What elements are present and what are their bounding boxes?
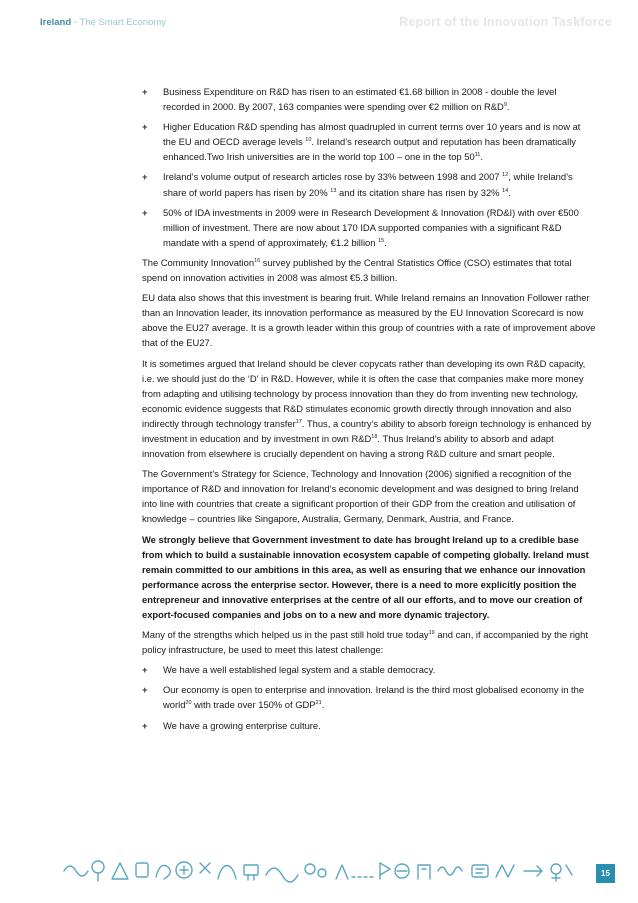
- body-paragraph: [142, 290, 596, 350]
- footnote-ref: 10: [305, 137, 312, 144]
- text-run: , while Ireland’s share of world papers has risen by 20%: [163, 171, 573, 198]
- report-title: Report of the Innovation Taskforce: [399, 15, 612, 29]
- bullet-plus-icon: +: [142, 664, 148, 676]
- bullet-plus-icon: +: [142, 86, 148, 97]
- footnote-ref: 14: [502, 187, 509, 194]
- bullet-item: [142, 682, 596, 712]
- footnote-ref: 9: [503, 101, 507, 108]
- footnote-ref: 15: [378, 237, 385, 244]
- bullet-item: [142, 718, 596, 733]
- page-number: 15: [596, 864, 615, 883]
- text-run: We have a growing enterprise culture.: [163, 719, 321, 731]
- footnote-ref: 19: [428, 629, 435, 636]
- text-run: .: [508, 186, 511, 198]
- text-run: We strongly believe that Government investment to date has brought Ireland up to a credible base from which to build a sustainable innovation ecosystem capable of competing globally. Ireland must remain committed to our ambitions in this area, as well as ensuring that we enhance our innovation performance across the enterprise sector. However, there is a need to more explicitly position the entrepreneur and innovative enterprises at the centre of all our efforts, and to move our creation of export-focused companies and jobs on to a new and more dynamic trajectory.: [142, 533, 589, 620]
- text-run: Business Expenditure on R&D has risen to an estimated €1.68 billion in 2008 - double the level recorded in 2000. By 2007, 163 companies were spending over €2 million on R&D: [163, 86, 557, 113]
- bullet-list-top: [142, 84, 596, 250]
- bullet-plus-icon: +: [142, 171, 148, 183]
- text-run: .: [321, 699, 325, 711]
- bullet-item: [142, 119, 596, 164]
- text-run: . Ireland’s research output and reputation has been dramatically enhanced.Two Irish universities are in the world top 100 – one in the top 50: [163, 136, 576, 163]
- text-run: 50% of IDA investments in 2009 were in Research Development & Innovation (RD&I) with over €500 million of investment. There are now about 170 IDA supported companies with a significant R&D mandate with a spend of approximately, €1.2 billion: [163, 206, 579, 248]
- text-run: .: [384, 236, 387, 248]
- body-paragraphs: [142, 255, 596, 657]
- text-run: . Thus, a country’s ability to absorb foreign technology is enhanced by investment in education and by investment in own R&D: [142, 417, 592, 444]
- bullet-list-bottom: [142, 662, 596, 732]
- text-run: The Government’s Strategy for Science, Technology and Innovation (2006) signified a recognition of the importance of R&D and innovation for Ireland’s economic development and was designed to bring Ireland into line with countries that create a significant proportion of their GDP from the creation and utilisation of knowledge – countries like Singapore, Australia, Germany, Denmark, Austria, and France.: [142, 468, 579, 525]
- text-run: It is sometimes argued that Ireland should be clever copycats rather than developing its own R&D capacity, i.e. we should just do the ‘D’ in R&D. However, while it is often the case that companies make more money from adapting and utilising technology by process innovation than they do from inventing new technology, economic evidence suggests that R&D stimulates economic growth directly through innovation and also indirectly through technology transfer: [142, 357, 586, 429]
- bullet-item: [142, 205, 596, 250]
- main-content: [142, 84, 596, 738]
- brand-name: Ireland: [40, 17, 72, 28]
- footnote-ref: 20: [185, 700, 192, 707]
- text-run: Many of the strengths which helped us in the past still hold true today: [142, 629, 429, 641]
- footnote-ref: 21: [315, 700, 322, 707]
- footnote-ref: 17: [295, 418, 302, 425]
- footnote-ref: 12: [502, 172, 509, 179]
- header-brand: [40, 17, 166, 28]
- bullet-plus-icon: +: [142, 684, 148, 696]
- text-run: with trade over 150% of GDP: [191, 699, 316, 711]
- text-run: The Community Innovation: [142, 256, 255, 268]
- page-header: [40, 14, 612, 38]
- text-run: .: [480, 151, 483, 163]
- text-run: . Thus Ireland’s ability to absorb and adapt innovation from elsewhere is crucially dependent on having a strong R&D culture and smart people.: [142, 432, 555, 460]
- body-paragraph: [142, 255, 596, 285]
- body-paragraph: [142, 466, 596, 526]
- bullet-plus-icon: +: [142, 121, 148, 133]
- text-run: survey published by the Central Statistics Office (CSO) estimates that total spend on innovation activities in 2008 was almost €5.3 billion.: [142, 256, 572, 284]
- footnote-ref: 18: [371, 433, 378, 440]
- text-run: Ireland’s volume output of research articles rose by 33% between 1998 and 2007: [163, 171, 503, 183]
- text-run: .: [506, 101, 510, 113]
- body-paragraph: [142, 532, 596, 623]
- text-run: and its citation share has risen by 32%: [336, 186, 503, 198]
- bullet-item: [142, 169, 596, 199]
- text-run: Higher Education R&D spending has almost quadrupled in current terms over 10 years and is now at the EU and OECD average levels: [163, 121, 581, 148]
- text-run: EU data also shows that this investment is bearing fruit. While Ireland remains an Innovation Follower rather than an Innovation leader, its innovation performance as measured by the EU Innovation Scorecard is now above the EU27 average. It is a growth leader within this group of countries with a rate of improvement above that of the EU27.: [142, 292, 596, 349]
- footnote-ref: 11: [474, 152, 481, 159]
- footnote-ref: 16: [254, 257, 261, 264]
- brand-separator: -: [71, 17, 80, 28]
- text-run: and can, if accompanied by the right policy infrastructure, be used to meet this latest challenge:: [142, 629, 588, 656]
- body-paragraph: [142, 356, 596, 462]
- innovation-doodle-icon: [62, 853, 574, 887]
- footnote-ref: 13: [330, 187, 337, 194]
- bullet-plus-icon: +: [142, 719, 148, 731]
- bullet-item: [142, 84, 596, 114]
- bullet-item: [142, 662, 596, 677]
- brand-tagline: The Smart Economy: [79, 17, 167, 28]
- text-run: We have a well established legal system and a stable democracy.: [163, 664, 436, 676]
- text-run: Our economy is open to enterprise and innovation. Ireland is the third most globalised economy in the world: [163, 684, 585, 711]
- body-paragraph: [142, 627, 596, 657]
- bullet-plus-icon: +: [142, 206, 148, 218]
